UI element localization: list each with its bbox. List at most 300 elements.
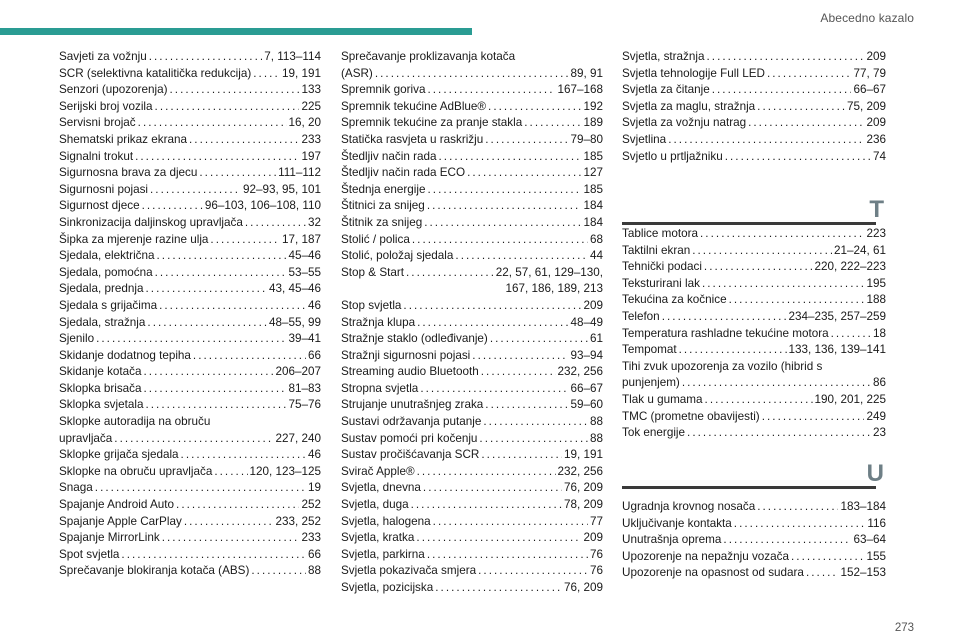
index-entry xyxy=(622,532,886,549)
dot-leader xyxy=(403,298,581,315)
dot-leader xyxy=(682,375,871,392)
entry-pages: 76, 209 xyxy=(564,481,603,495)
index-entry xyxy=(622,516,886,533)
entry-pages: 190, 201, 225 xyxy=(814,392,886,406)
entry-term: Tablice motora xyxy=(622,227,699,240)
entry-pages: 18 xyxy=(872,326,886,340)
dot-leader xyxy=(435,580,562,597)
entry-term: Servisni brojač xyxy=(59,116,136,130)
dot-leader xyxy=(427,547,588,564)
entry-term: Spajanje Apple CarPlay xyxy=(59,514,182,528)
dot-leader xyxy=(707,49,865,66)
entry-term: Tihi zvuk upozorenja za vozilo (hibrid s xyxy=(622,359,823,373)
entry-pages: 185 xyxy=(583,182,603,196)
entry-pages: 76 xyxy=(589,547,603,561)
entry-pages: 206–207 xyxy=(275,365,321,379)
entry-pages: 32 xyxy=(307,215,321,229)
index-entry xyxy=(341,82,603,99)
section-u-entries xyxy=(622,499,886,582)
dot-leader xyxy=(757,499,838,516)
dot-leader xyxy=(199,165,276,182)
entry-term: Stražnje staklo (odleđivanje) xyxy=(341,332,488,346)
dot-leader xyxy=(424,215,581,232)
entry-pages: 76 xyxy=(589,564,603,578)
dot-leader xyxy=(704,259,813,276)
entry-term: Unutrašnja oprema xyxy=(622,533,722,547)
page-number: 273 xyxy=(894,622,914,634)
index-entry xyxy=(59,198,321,215)
dot-leader xyxy=(184,514,274,531)
dot-leader xyxy=(96,331,286,348)
dot-leader xyxy=(702,276,865,293)
dot-leader xyxy=(420,381,568,398)
dot-leader xyxy=(757,99,845,116)
dot-leader xyxy=(416,530,581,547)
index-entry xyxy=(622,409,886,426)
entry-pages: 96–103, 106–108, 110 xyxy=(204,199,321,213)
dot-leader xyxy=(159,298,306,315)
entry-pages: 45–46 xyxy=(288,249,321,263)
index-entry xyxy=(622,226,886,243)
index-entry xyxy=(622,375,886,392)
dot-leader xyxy=(427,182,581,199)
dot-leader xyxy=(791,549,864,566)
entry-term: Tempomat xyxy=(622,343,677,357)
entry-pages: 252 xyxy=(301,498,321,512)
entry-pages: 116 xyxy=(867,516,886,530)
entry-pages: 133, 136, 139–141 xyxy=(788,343,886,357)
dot-leader xyxy=(157,248,287,265)
dot-leader xyxy=(144,364,274,381)
entry-term: Svjetlina xyxy=(622,132,667,146)
dot-leader xyxy=(189,132,300,149)
index-entry xyxy=(59,348,321,365)
index-entry xyxy=(59,182,321,199)
entry-term: Sustavi održavanja putanje xyxy=(341,415,482,429)
index-entry xyxy=(622,49,886,66)
entry-term: Skidanje dodatnog tepiha xyxy=(59,348,191,362)
dot-leader xyxy=(729,292,865,309)
entry-term: Sigurnosna brava za djecu xyxy=(59,166,198,180)
entry-term: Sklopke grijača sjedala xyxy=(59,448,179,462)
entry-pages: 192 xyxy=(583,99,603,113)
index-entry xyxy=(341,198,603,215)
dot-leader xyxy=(427,198,582,215)
entry-term: Svjetla, kratka xyxy=(341,531,415,545)
dot-leader xyxy=(417,464,556,481)
dot-leader xyxy=(114,431,273,448)
entry-pages: 89, 91 xyxy=(570,66,603,80)
entry-pages: 223 xyxy=(866,227,886,240)
dot-leader xyxy=(767,66,852,83)
entry-pages: 44 xyxy=(589,249,603,263)
index-entry xyxy=(341,165,603,182)
entry-term: Signalni trokut xyxy=(59,149,134,163)
dot-leader xyxy=(524,115,581,132)
dot-leader xyxy=(417,315,568,332)
index-entry xyxy=(341,580,603,597)
entry-pages: 232, 256 xyxy=(557,365,603,379)
index-entry xyxy=(59,331,321,348)
index-entry xyxy=(341,530,603,547)
entry-term: Sigurnosni pojasi xyxy=(59,182,149,196)
index-entry xyxy=(59,165,321,182)
entry-pages: 233, 252 xyxy=(275,514,321,528)
dot-leader xyxy=(155,99,300,116)
index-entry xyxy=(59,281,321,298)
index-column-1 xyxy=(59,49,321,580)
index-entry xyxy=(622,66,886,83)
entry-pages: 155 xyxy=(866,549,886,563)
entry-term: Shematski prikaz ekrana xyxy=(59,132,187,146)
index-entry xyxy=(622,565,886,582)
entry-pages: 209 xyxy=(583,531,603,545)
entry-term: Stražnja klupa xyxy=(341,315,416,329)
index-entry xyxy=(622,99,886,116)
index-entry xyxy=(59,66,321,83)
dot-leader xyxy=(831,326,871,343)
entry-term: Svjetlo u prtljažniku xyxy=(622,149,723,163)
entry-pages: 86 xyxy=(872,376,886,390)
index-entry xyxy=(622,259,886,276)
dot-leader xyxy=(214,464,247,481)
dot-leader xyxy=(479,431,588,448)
dot-leader xyxy=(490,331,588,348)
entry-term: Spajanje MirrorLink xyxy=(59,531,160,545)
index-entry xyxy=(59,132,321,149)
entry-pages: 127 xyxy=(583,166,603,180)
dot-leader xyxy=(176,497,299,514)
index-entry xyxy=(59,414,321,431)
section-divider xyxy=(622,486,876,489)
dot-leader xyxy=(668,132,864,149)
index-entry xyxy=(59,431,321,448)
index-entry xyxy=(341,281,603,298)
index-entry xyxy=(622,115,886,132)
index-entry xyxy=(622,359,886,376)
index-entry xyxy=(341,364,603,381)
entry-pages: 188 xyxy=(866,293,886,307)
entry-term: Svjetla, pozicijska xyxy=(341,581,434,594)
dot-leader xyxy=(692,243,832,260)
entry-pages: 19, 191 xyxy=(282,66,321,80)
index-entry xyxy=(341,447,603,464)
entry-pages: 81–83 xyxy=(288,381,321,395)
entry-pages: 93–94 xyxy=(570,348,603,362)
index-entry xyxy=(341,547,603,564)
entry-term: Upozorenje na nepažnju vozača xyxy=(622,549,789,563)
entry-term: Sustav pomoći pri kočenju xyxy=(341,431,478,445)
entry-pages: 249 xyxy=(866,409,886,423)
index-entry xyxy=(341,381,603,398)
entry-term: Sjenilo xyxy=(59,332,95,346)
index-entry xyxy=(341,298,603,315)
index-entry xyxy=(341,514,603,531)
index-entry xyxy=(59,232,321,249)
entry-term: Sklopke autoradija na obruču xyxy=(59,415,211,429)
index-entry xyxy=(341,480,603,497)
entry-term: upravljača xyxy=(59,431,113,445)
index-entry xyxy=(622,82,886,99)
entry-pages: 92–93, 95, 101 xyxy=(243,182,321,196)
dot-leader xyxy=(145,281,267,298)
entry-pages: 53–55 xyxy=(288,265,321,279)
index-entry xyxy=(59,298,321,315)
index-entry xyxy=(341,149,603,166)
dot-leader xyxy=(483,414,588,431)
dot-leader xyxy=(427,82,555,99)
dot-leader xyxy=(488,99,581,116)
entry-pages: 66 xyxy=(307,348,321,362)
entry-term: Tok energije xyxy=(622,426,686,440)
entry-term: Svjetla, parkirna xyxy=(341,547,425,561)
entry-pages: 48–55, 99 xyxy=(269,315,321,329)
entry-pages: 111–112 xyxy=(278,166,321,180)
index-column-3 xyxy=(622,49,886,165)
entry-term: Sjedala, pomoćna xyxy=(59,265,153,279)
index-entry xyxy=(622,276,886,293)
entry-term: Upozorenje na opasnost od sudara xyxy=(622,566,804,580)
entry-pages: 59–60 xyxy=(570,398,603,412)
entry-term: punjenjem) xyxy=(622,376,680,390)
entry-term: Svjetla za čitanje xyxy=(622,83,710,97)
dot-leader xyxy=(210,232,280,249)
index-entry xyxy=(622,392,886,409)
dot-leader xyxy=(478,563,588,580)
dot-leader xyxy=(662,309,787,326)
index-entry xyxy=(59,248,321,265)
entry-pages: 220, 222–223 xyxy=(814,260,886,274)
index-entry xyxy=(59,115,321,132)
entry-term: Svjetla, dnevna xyxy=(341,481,421,495)
index-entry xyxy=(341,232,603,249)
entry-pages: 234–235, 257–259 xyxy=(788,309,886,323)
dot-leader xyxy=(149,49,263,66)
index-entry xyxy=(59,82,321,99)
entry-term: Telefon xyxy=(622,309,660,323)
entry-term: Svjetla, halogena xyxy=(341,514,431,528)
dot-leader xyxy=(193,348,306,365)
dot-leader xyxy=(145,397,286,414)
dot-leader xyxy=(135,149,299,166)
index-entry xyxy=(341,414,603,431)
entry-pages: 75, 209 xyxy=(847,99,886,113)
dot-leader xyxy=(251,563,306,580)
section-t-entries xyxy=(622,226,886,442)
index-entry xyxy=(59,447,321,464)
entry-term: Serijski broj vozila xyxy=(59,99,153,113)
entry-pages: 167–168 xyxy=(557,83,603,97)
index-entry xyxy=(622,243,886,260)
index-entry xyxy=(59,464,321,481)
entry-pages: 77, 79 xyxy=(853,66,886,80)
entry-term: Svjetla tehnologije Full LED xyxy=(622,66,765,80)
entry-term: Sjedala, električna xyxy=(59,249,155,263)
entry-pages: 88 xyxy=(589,415,603,429)
section-t xyxy=(622,196,886,225)
index-entry xyxy=(341,66,603,83)
entry-pages: 209 xyxy=(866,116,886,130)
entry-pages: 75–76 xyxy=(288,398,321,412)
dot-leader xyxy=(138,115,287,132)
dot-leader xyxy=(423,480,562,497)
entry-pages: 68 xyxy=(589,232,603,246)
entry-term: Strujanje unutrašnjeg zraka xyxy=(341,398,484,412)
dot-leader xyxy=(723,532,851,549)
index-entry xyxy=(59,563,321,580)
entry-pages: 76, 209 xyxy=(564,581,603,594)
dot-leader xyxy=(725,149,871,166)
entry-pages: 197 xyxy=(301,149,321,163)
index-entry xyxy=(341,497,603,514)
dot-leader xyxy=(375,66,569,83)
dot-leader xyxy=(433,514,588,531)
entry-term: Statička rasvjeta u raskrižju xyxy=(341,132,484,146)
index-entry xyxy=(341,215,603,232)
dot-leader xyxy=(170,82,300,99)
index-entry xyxy=(59,547,321,564)
dot-leader xyxy=(467,165,581,182)
dot-leader xyxy=(147,315,267,332)
index-entry xyxy=(59,364,321,381)
entry-pages: 184 xyxy=(583,199,603,213)
index-entry xyxy=(59,265,321,282)
entry-pages: 133 xyxy=(301,83,321,97)
entry-term: Snaga xyxy=(59,481,93,495)
dot-leader xyxy=(700,226,864,243)
entry-pages: 233 xyxy=(301,132,321,146)
entry-term: Taktilni ekran xyxy=(622,243,691,257)
dot-leader xyxy=(485,132,568,149)
dot-leader xyxy=(679,342,787,359)
entry-pages: 79–80 xyxy=(570,132,603,146)
entry-term: Skidanje kotača xyxy=(59,365,142,379)
dot-leader xyxy=(472,348,568,365)
index-entry xyxy=(622,499,886,516)
index-entry xyxy=(59,315,321,332)
index-entry xyxy=(622,326,886,343)
entry-term: Stropna svjetla xyxy=(341,381,419,395)
dot-leader xyxy=(705,392,813,409)
index-entry xyxy=(341,49,603,66)
entry-pages: 78, 209 xyxy=(564,498,603,512)
header-accent-bar xyxy=(0,28,472,35)
entry-pages: 227, 240 xyxy=(275,431,321,445)
entry-term: Sklopka svjetala xyxy=(59,398,144,412)
entry-pages: 19 xyxy=(307,481,321,495)
section-u xyxy=(622,460,886,489)
entry-term: Sjedala, prednja xyxy=(59,282,144,296)
entry-term: Teksturirani lak xyxy=(622,276,700,290)
entry-term: Savjeti za vožnju xyxy=(59,50,147,63)
entry-pages: 46 xyxy=(307,448,321,462)
dot-leader xyxy=(748,115,864,132)
entry-term: Spremnik tekućine za pranje stakla xyxy=(341,116,523,130)
index-entry xyxy=(341,563,603,580)
section-letter: U xyxy=(866,460,884,487)
index-entry xyxy=(59,215,321,232)
index-entry xyxy=(622,149,886,166)
entry-term: Štedljiv način rada ECO xyxy=(341,166,466,180)
dot-leader xyxy=(155,265,287,282)
index-entry xyxy=(341,348,603,365)
index-entry xyxy=(59,530,321,547)
entry-term: Štitnici za snijeg xyxy=(341,199,425,213)
entry-term: Stolić / polica xyxy=(341,232,410,246)
entry-term: Štednja energije xyxy=(341,182,426,196)
dot-leader xyxy=(253,66,280,83)
index-entry xyxy=(341,132,603,149)
index-entry xyxy=(341,331,603,348)
index-entry xyxy=(341,431,603,448)
entry-term: Štitnik za snijeg xyxy=(341,215,423,229)
dot-leader xyxy=(485,397,568,414)
dot-leader xyxy=(406,265,494,282)
entry-term: Tlak u gumama xyxy=(622,392,703,406)
entry-pages: 48–49 xyxy=(570,315,603,329)
dot-leader xyxy=(481,364,556,381)
dot-leader xyxy=(439,149,582,166)
entry-pages: 225 xyxy=(301,99,321,113)
entry-term: Štedljiv način rada xyxy=(341,149,437,163)
entry-term: Ugradnja krovnog nosača xyxy=(622,500,756,513)
entry-pages: 88 xyxy=(307,564,321,578)
index-entry xyxy=(622,342,886,359)
index-entry xyxy=(341,99,603,116)
entry-term: Sinkronizacija daljinskog upravljača xyxy=(59,215,243,229)
entry-pages: 167, 186, 189, 213 xyxy=(505,282,603,296)
entry-term: Sprečavanje blokiranja kotača (ABS) xyxy=(59,564,250,578)
index-entry xyxy=(59,49,321,66)
entry-pages: 66–67 xyxy=(570,381,603,395)
index-entry xyxy=(341,315,603,332)
entry-pages: 77 xyxy=(589,514,603,528)
dot-leader xyxy=(121,547,306,564)
dot-leader xyxy=(95,480,306,497)
dot-leader xyxy=(181,447,306,464)
entry-pages: 152–153 xyxy=(840,566,886,580)
entry-term: Sjedala s grijačima xyxy=(59,298,158,312)
dot-leader xyxy=(411,497,562,514)
entry-pages: 23 xyxy=(872,426,886,440)
entry-term: Svjetla, stražnja xyxy=(622,50,705,63)
dot-leader xyxy=(412,232,588,249)
entry-pages: 189 xyxy=(583,116,603,130)
dot-leader xyxy=(762,409,865,426)
entry-pages: 43, 45–46 xyxy=(269,282,321,296)
entry-pages: 66 xyxy=(307,547,321,561)
entry-term: TMC (prometne obavijesti) xyxy=(622,409,760,423)
entry-term: Svjetla za maglu, stražnja xyxy=(622,99,756,113)
dot-leader xyxy=(245,215,306,232)
entry-pages: 120, 123–125 xyxy=(249,464,321,478)
index-entry xyxy=(59,514,321,531)
dot-leader xyxy=(806,565,839,582)
index-entry xyxy=(341,397,603,414)
entry-term: Svirač Apple® xyxy=(341,464,415,478)
index-entry xyxy=(341,182,603,199)
dot-leader xyxy=(734,516,866,533)
entry-term: Spremnik goriva xyxy=(341,83,426,97)
entry-term: Sklopke na obruču upravljača xyxy=(59,464,213,478)
entry-term: Sklopka brisača xyxy=(59,381,142,395)
index-entry xyxy=(622,425,886,442)
entry-pages: 184 xyxy=(583,215,603,229)
index-entry xyxy=(341,265,603,282)
entry-term: Spajanje Android Auto xyxy=(59,498,175,512)
entry-term: Senzori (upozorenja) xyxy=(59,83,168,97)
entry-term: Tekućina za kočnice xyxy=(622,293,727,307)
